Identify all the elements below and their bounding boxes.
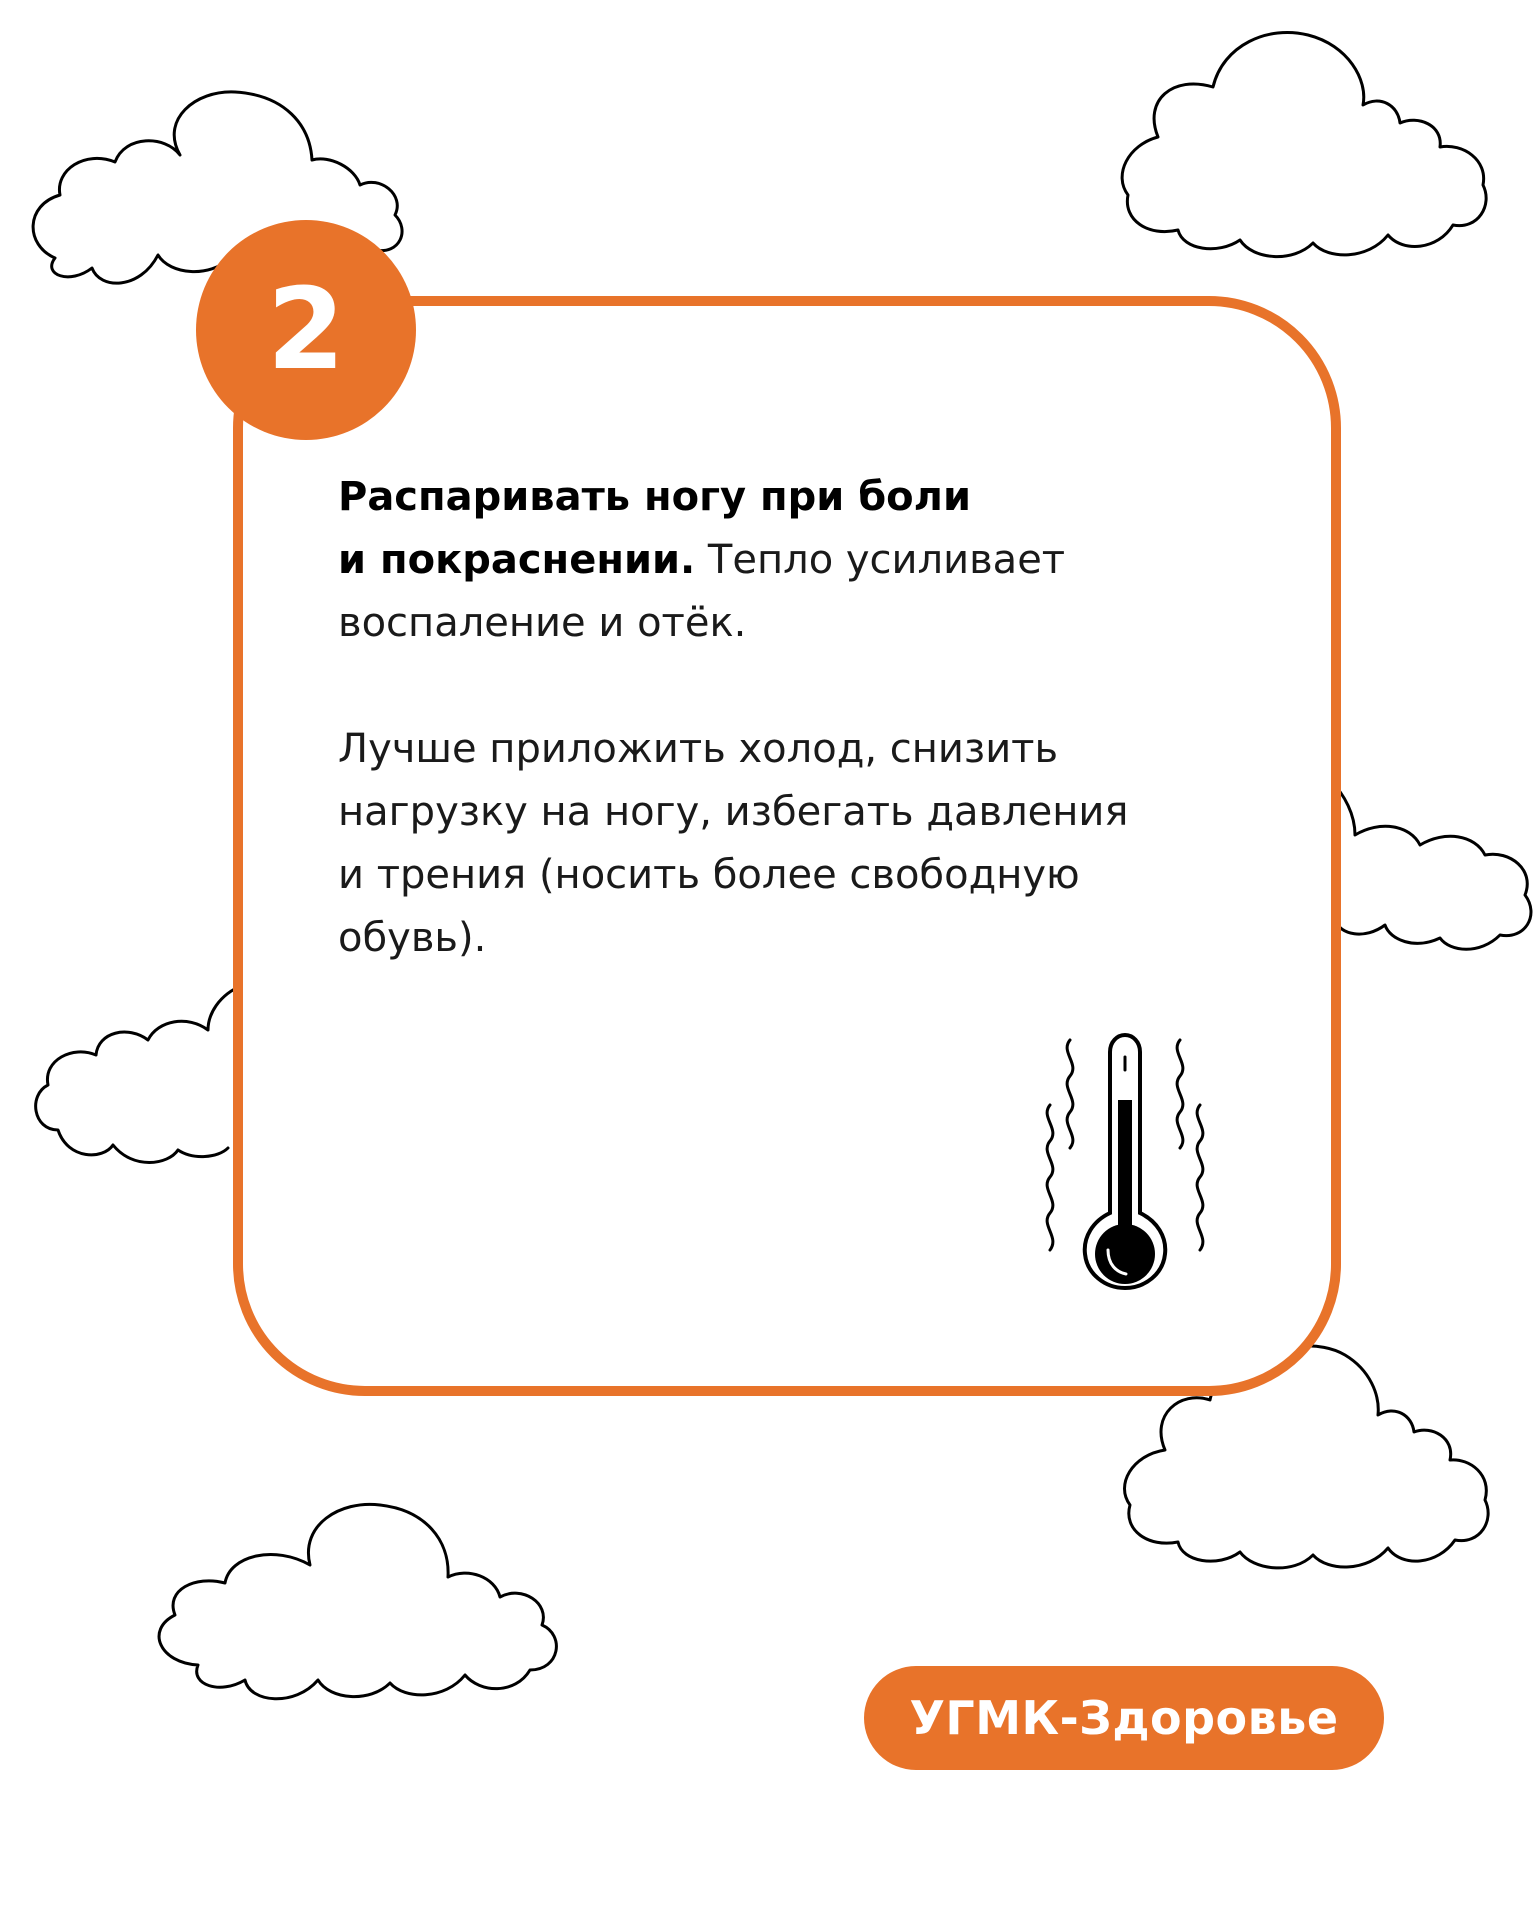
step-number: 2 bbox=[267, 265, 345, 395]
tip-text-line3: воспаление и отёк. bbox=[338, 600, 747, 646]
advice-line4: обувь). bbox=[338, 915, 487, 961]
cloud-left-middle-icon bbox=[28, 970, 258, 1200]
advice-line1: Лучше приложить холод, снизить bbox=[338, 726, 1059, 772]
tip-heading-line1: Распаривать ногу при боли bbox=[338, 474, 971, 520]
brand-badge bbox=[864, 1666, 1384, 1770]
tip-heading-line2: и покраснении. Тепло усиливает bbox=[338, 537, 1066, 583]
advice-line2: нагрузку на ногу, избегать давления bbox=[338, 789, 1129, 835]
cloud-top-right-icon bbox=[1118, 25, 1498, 270]
cloud-bottom-left-icon bbox=[150, 1485, 640, 1715]
step-number-badge bbox=[196, 220, 416, 440]
advice-line3: и трения (носить более свободную bbox=[338, 852, 1080, 898]
tip-text bbox=[338, 466, 1238, 970]
thermometer-heat-icon bbox=[1030, 1020, 1250, 1290]
brand-name: УГМК-Здоровье bbox=[909, 1691, 1339, 1745]
